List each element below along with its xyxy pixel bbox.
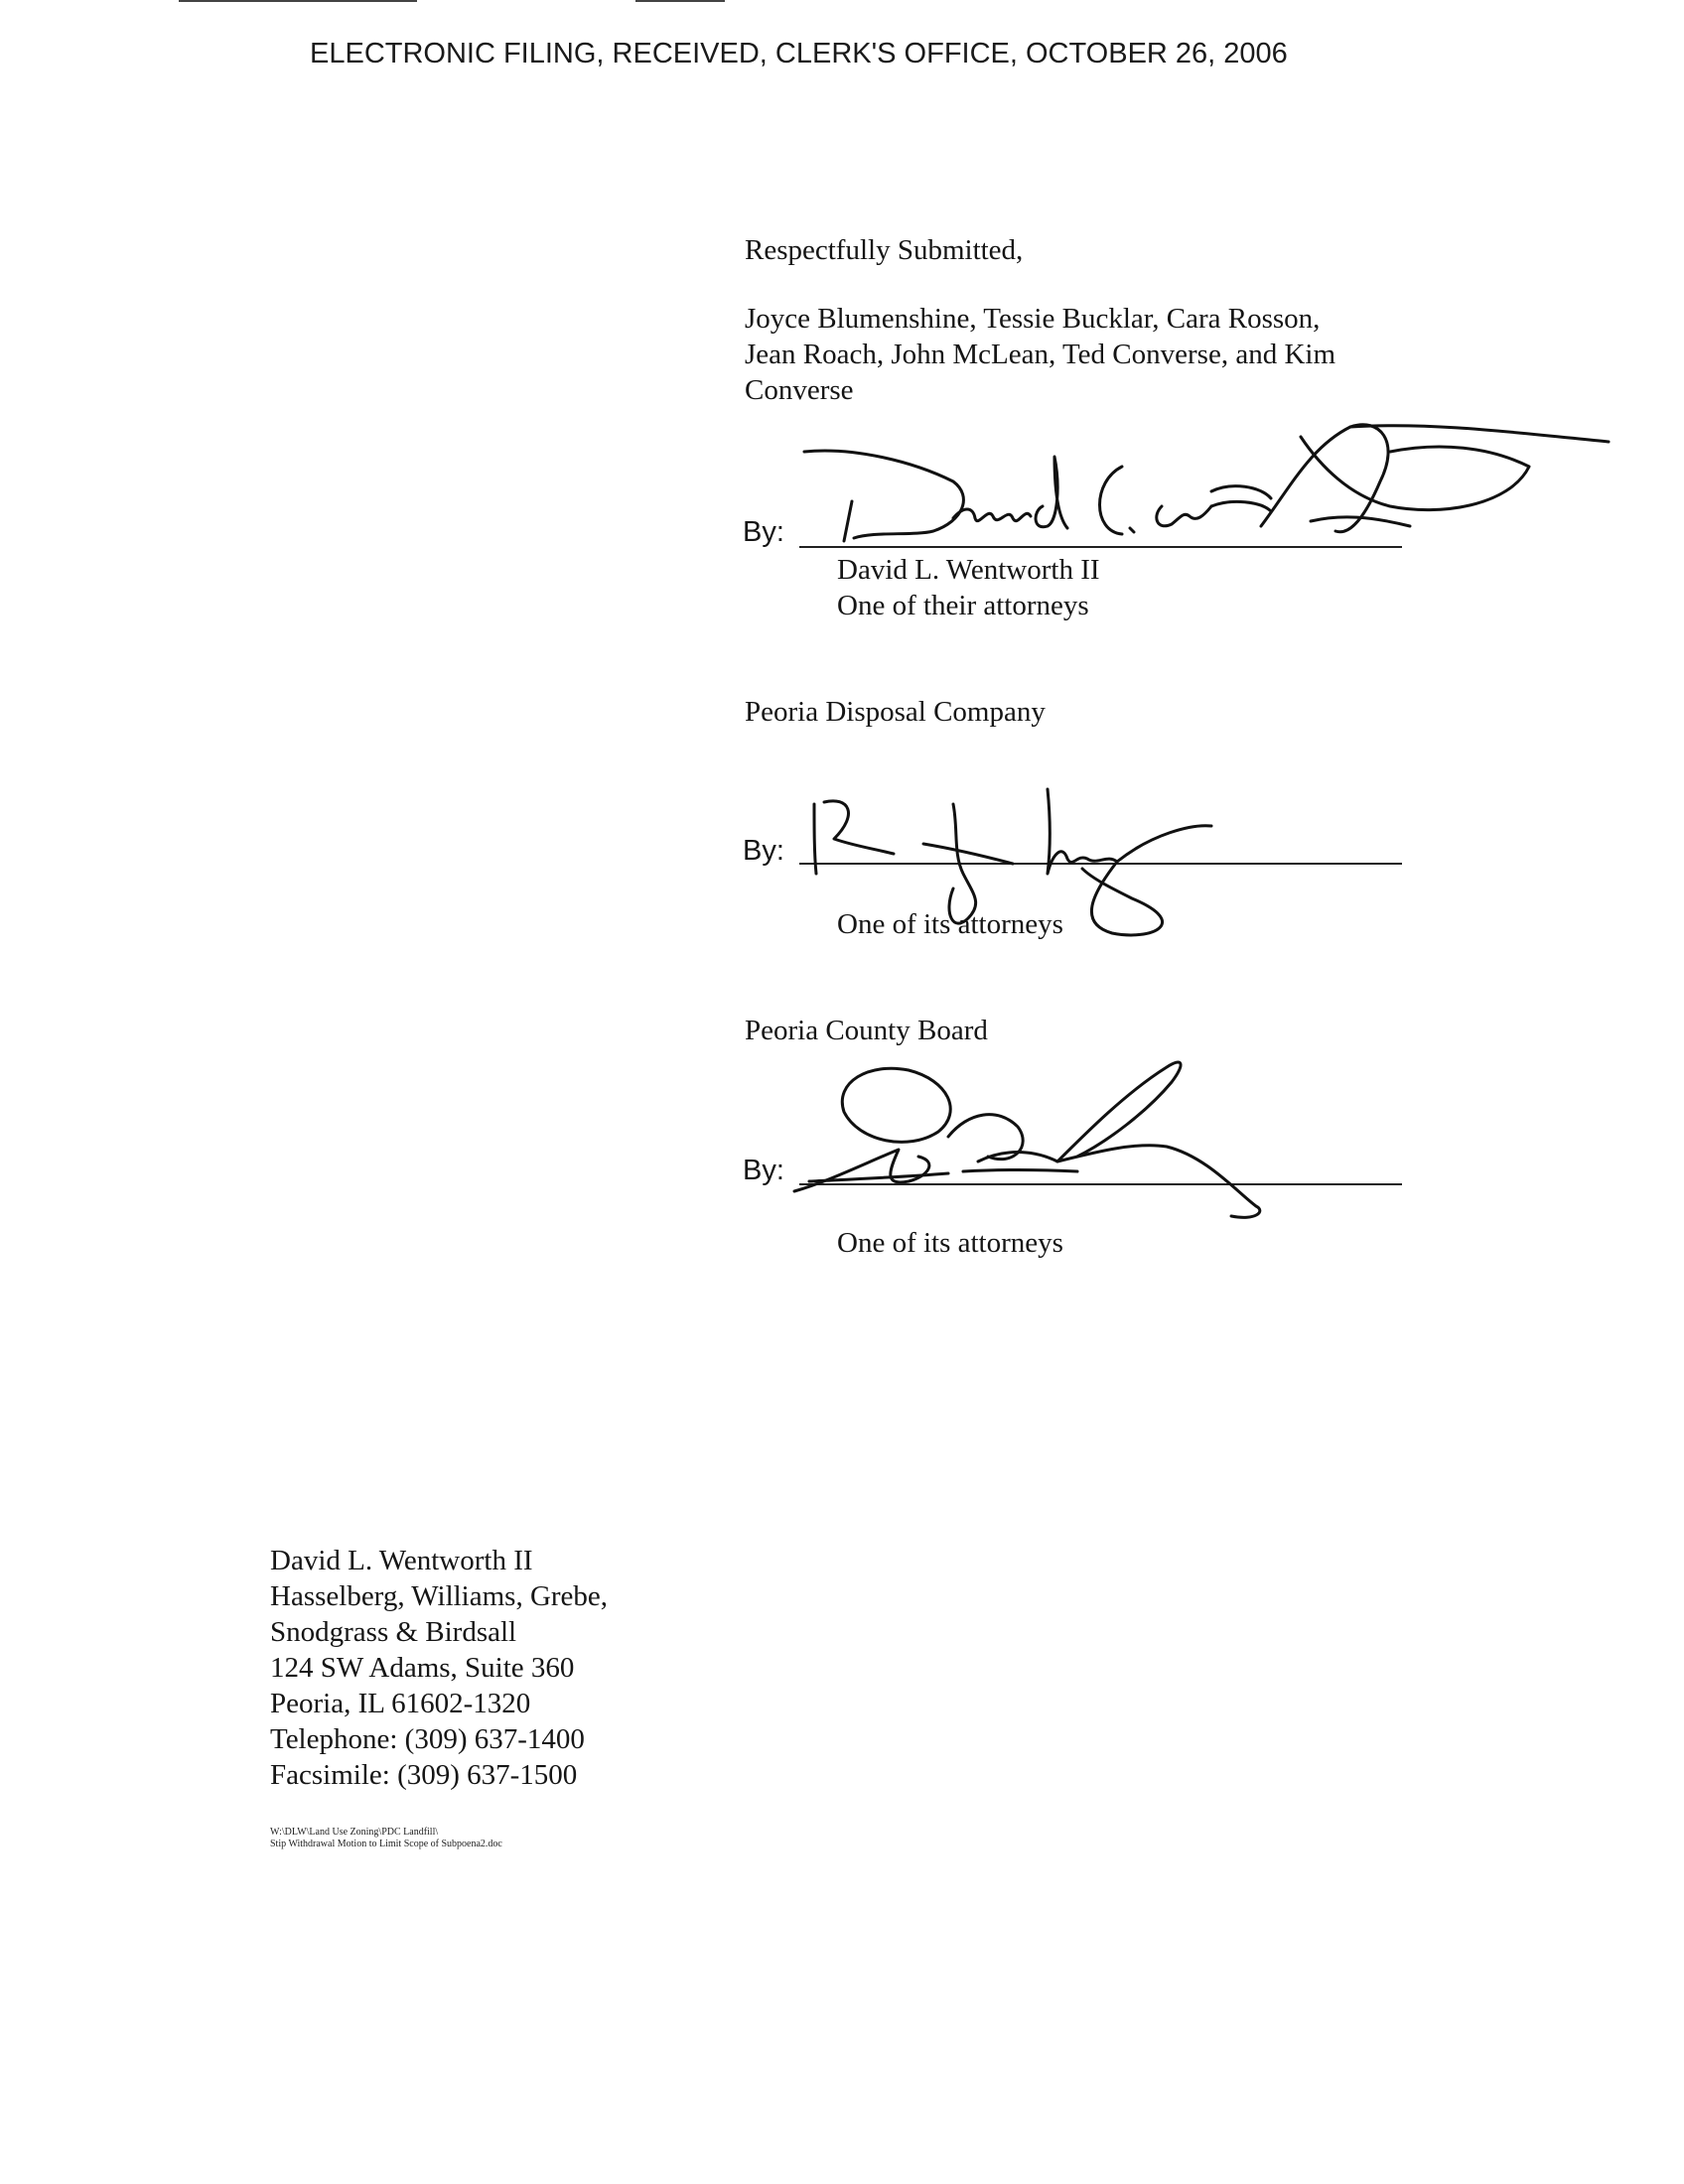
by-label: By:	[743, 516, 784, 548]
attorney-name: David L. Wentworth II	[837, 554, 1100, 586]
counsel-line: David L. Wentworth II	[270, 1545, 533, 1576]
party-line: Jean Roach, John McLean, Ted Converse, and Kim	[745, 339, 1336, 370]
party-name: Peoria County Board	[745, 1015, 988, 1046]
counsel-line: Telephone: (309) 637-1400	[270, 1723, 585, 1755]
party-line: Converse	[745, 374, 854, 406]
handwritten-signature	[794, 407, 1609, 566]
by-label: By:	[743, 835, 784, 867]
scan-top-mark	[179, 0, 417, 2]
counsel-line: Hasselberg, Williams, Grebe,	[270, 1580, 609, 1612]
counsel-line: Peoria, IL 61602-1320	[270, 1688, 531, 1719]
by-label: By:	[743, 1155, 784, 1186]
counsel-address-block	[270, 1543, 608, 1793]
document-file-path	[270, 1827, 502, 1850]
scan-top-mark	[635, 0, 725, 2]
attorney-role: One of their attorneys	[837, 590, 1089, 621]
attorney-role: One of its attorneys	[837, 1227, 1063, 1259]
filing-header: ELECTRONIC FILING, RECEIVED, CLERK'S OFFICE, OCTOBER 26, 2006	[310, 38, 1288, 69]
party-names	[745, 301, 1335, 408]
file-path-line: Stip Withdrawal Motion to Limit Scope of Subpoena2.doc	[270, 1839, 502, 1849]
counsel-line: Facsimile: (309) 637-1500	[270, 1759, 578, 1791]
counsel-line: 124 SW Adams, Suite 360	[270, 1652, 575, 1684]
attorney-role: One of its attorneys	[837, 908, 1063, 940]
closing-text: Respectfully Submitted,	[745, 234, 1024, 266]
party-line: Joyce Blumenshine, Tessie Bucklar, Cara Rosson,	[745, 303, 1321, 335]
counsel-line: Snodgrass & Birdsall	[270, 1616, 517, 1648]
party-name: Peoria Disposal Company	[745, 696, 1046, 728]
file-path-line: W:\DLW\Land Use Zoning\PDC Landfill\	[270, 1827, 439, 1838]
